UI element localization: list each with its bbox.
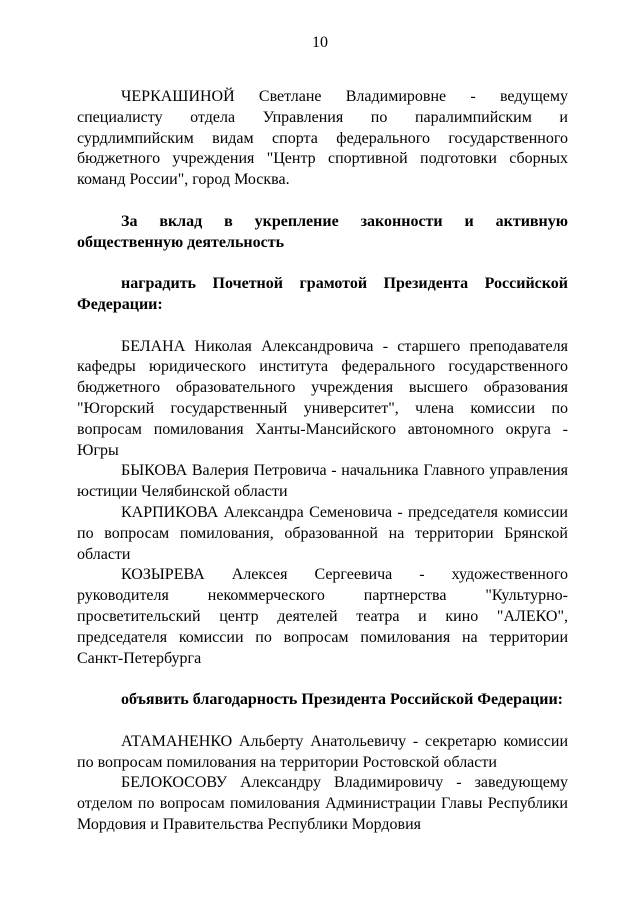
paragraph-gap [77, 316, 568, 337]
page-number: 10 [312, 34, 328, 51]
award-paragraph: АТАМАНЕНКО Альберту Анатольевичу - секретарю комиссии по вопросам помилования на территории Ростовской области [77, 732, 568, 771]
document-body [77, 87, 568, 836]
paragraph-gap [77, 253, 568, 274]
section-heading: наградить Почетной грамотой Президента Российской Федерации: [77, 275, 568, 313]
section-heading: объявить благодарность Президента Российской Федерации: [121, 691, 563, 709]
award-paragraph: КАРПИКОВА Александра Семеновича - председателя комиссии по вопросам помилования, образованной на территории Брянской области [77, 503, 568, 563]
award-paragraph: ЧЕРКАШИНОЙ Светлане Владимировне - ведущему специалисту отдела Управления по паралимпийским и сурдлимпийским видам спорта федерального государственного бюджетного учреждения "Центр спортивной подготовки сборных команд России", город Москва. [77, 88, 568, 189]
section-heading: За вклад в укрепление законности и активную общественную деятельность [77, 212, 568, 251]
paragraph-gap [77, 711, 568, 732]
award-paragraph: БЕЛОКОСОВУ Александру Владимировичу - заведующему отделом по вопросам помилования Администрации Главы Республики Мордовия и Правительства Республики Мордовия [77, 774, 568, 833]
paragraph-gap [77, 191, 568, 212]
award-paragraph: КОЗЫРЕВА Алексея Сергеевича - художественного руководителя некоммерческого партнерства "Культурно-просветительский центр деятелей театра и кино "АЛЕКО", председателя комиссии по вопросам помилования на территории Санкт-Петербурга [77, 566, 568, 667]
paragraph-gap [77, 669, 568, 690]
award-paragraph: БЫКОВА Валерия Петровича - начальника Главного управления юстиции Челябинской области [77, 462, 568, 501]
award-paragraph: БЕЛАНА Николая Александровича - старшего преподавателя кафедры юридического института федерального государственного бюджетного образовательного учреждения высшего образования "Югорский государственный университет", члена комиссии по вопросам помилования Ханты-Мансийского автономного округа - Югры [77, 337, 568, 459]
